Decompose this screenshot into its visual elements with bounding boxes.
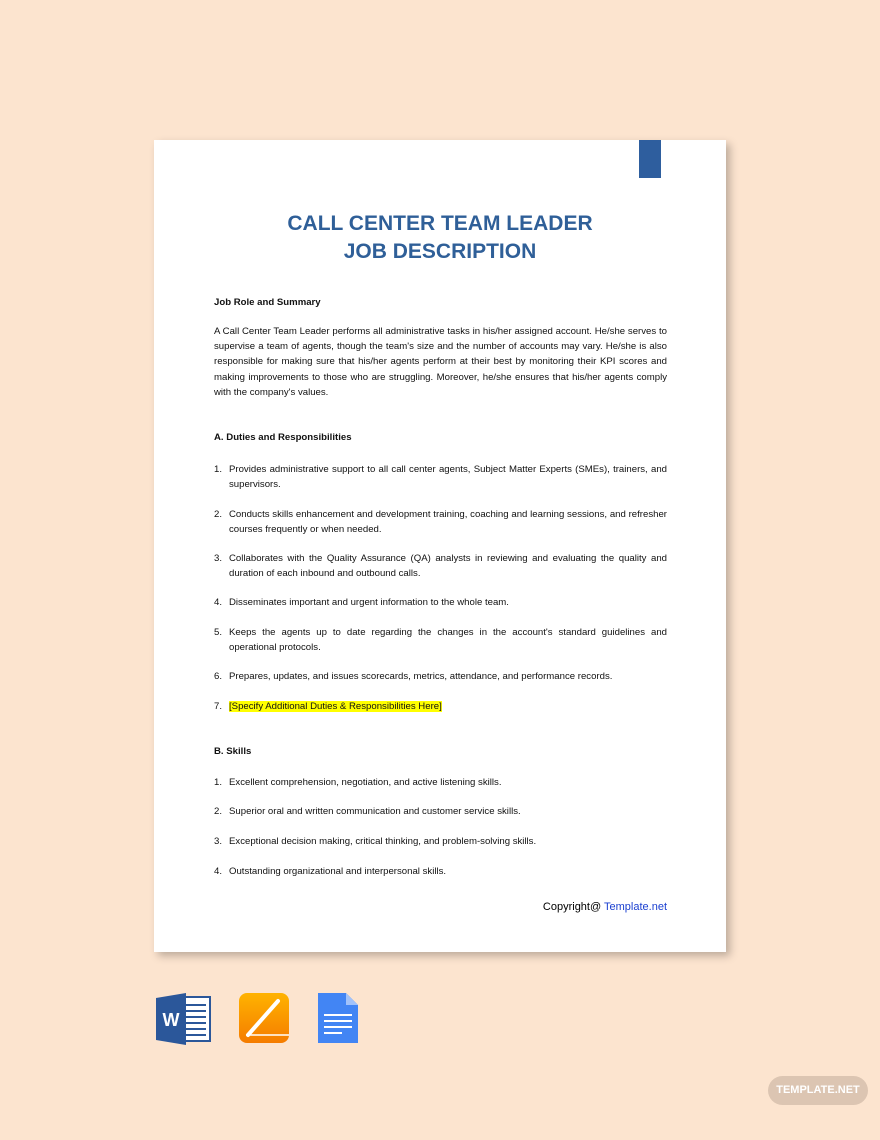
template-net-badge[interactable]: TEMPLATE.NET [768,1076,868,1105]
item-text: Outstanding organizational and interpersonal skills. [229,866,447,877]
item-text: Collaborates with the Quality Assurance (QA) analysts in reviewing and evaluating the quality and duration of each inbound and outbound calls. [229,553,667,579]
google-docs-icon[interactable] [318,993,358,1043]
skill-item [214,864,667,879]
skills-heading: B. Skills [214,746,252,757]
duty-item [214,625,667,655]
format-icons [156,993,366,1050]
item-text: Superior oral and written communication and customer service skills. [229,806,521,817]
item-number: 3. [214,836,223,847]
accent-bar [639,140,661,178]
copyright [543,901,667,913]
duty-item-placeholder [214,699,667,714]
summary-text: A Call Center Team Leader performs all administrative tasks in his/her assigned account. He/she serves to supervise a team of agents, though the team's size and the number of accounts may vary. He/she is also responsible for making sure that his/her agents perform at their best by monitoring their KPI scores and making improvements to those who are struggling. Moreover, he/she ensures that his/her agents comply with the company's values. [214,326,667,398]
document-title [154,210,726,266]
item-text: Disseminates important and urgent information to the whole team. [229,597,509,608]
document-page [154,140,726,952]
duty-item [214,507,667,537]
item-text: Keeps the agents up to date regarding the changes in the account's standard guidelines and operational protocols. [229,627,667,653]
svg-text:W: W [162,1010,180,1030]
duty-item [214,551,667,581]
item-text: Conducts skills enhancement and development training, coaching and learning sessions, and refresher courses frequently or when needed. [229,509,667,535]
item-number: 7. [214,701,223,712]
item-number: 1. [214,464,223,475]
skill-item [214,775,667,790]
title-line-1: CALL CENTER TEAM LEADER [287,212,593,235]
item-number: 6. [214,671,223,682]
item-number: 5. [214,627,223,638]
pages-icon[interactable] [239,993,289,1043]
item-text: Provides administrative support to all call center agents, Subject Matter Experts (SMEs), trainers, and supervisors. [229,464,667,490]
duty-item [214,462,667,492]
copyright-text: Copyright@ [542,901,605,913]
item-text: Exceptional decision making, critical thinking, and problem-solving skills. [229,836,537,847]
summary-heading: Job Role and Summary [214,297,321,308]
item-text: Prepares, updates, and issues scorecards, metrics, attendance, and performance records. [229,671,613,682]
word-icon[interactable] [156,993,210,1045]
item-number: 3. [214,553,223,564]
title-line-2: JOB DESCRIPTION [343,240,537,263]
duty-item [214,669,667,684]
item-number: 2. [214,806,223,817]
skill-item [214,804,667,819]
duty-item [214,595,667,610]
highlighted-placeholder: [Specify Additional Duties & Responsibilities Here] [229,701,442,712]
item-text: Excellent comprehension, negotiation, and active listening skills. [229,777,502,788]
copyright-link[interactable]: Template.net [604,901,667,913]
duties-heading: A. Duties and Responsibilities [214,432,352,443]
item-number: 4. [214,866,223,877]
item-number: 2. [214,509,223,520]
item-number: 1. [214,777,223,788]
item-number: 4. [214,597,223,608]
skill-item [214,834,667,849]
